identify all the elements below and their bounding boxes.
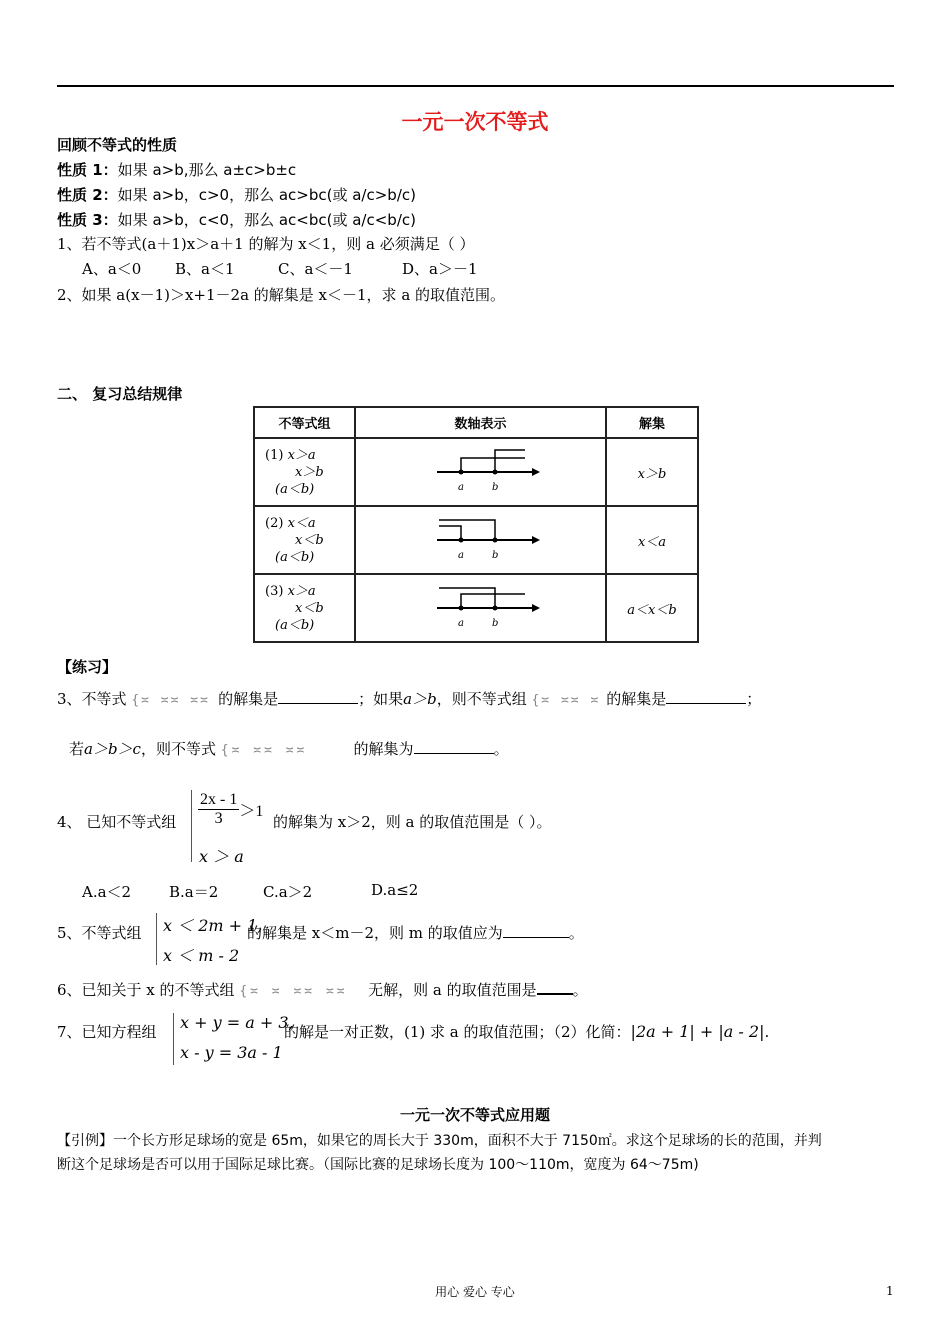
solution-cell-1: x＞b	[606, 438, 698, 506]
q5-blank	[503, 923, 569, 938]
practice-heading: 【练习】	[57, 658, 118, 676]
question-4-prefix: 4、 已知不等式组	[57, 813, 177, 831]
question-5-prefix: 5、不等式组	[57, 924, 142, 942]
question-1: 1、若不等式(a＋1)x＞a＋1 的解为 x＜1，则 a 必须满足（ ）	[57, 235, 475, 253]
q6-blank	[537, 979, 573, 995]
property-2-text: 如果 a>b，c>0，那么 ac>bc(或 a/c>b/c)	[117, 186, 416, 204]
property-3-label: 性质 3：	[57, 211, 118, 229]
number-line-1	[357, 440, 604, 500]
property-1-text: 如果 a>b,那么 a±c>b±c	[117, 161, 297, 179]
q1-option-a: A、a＜0	[82, 260, 142, 278]
q1-option-b: B、a＜1	[175, 260, 235, 278]
property-2-label: 性质 2：	[57, 186, 118, 204]
q5-line-2: x ＜ m - 2	[163, 946, 240, 965]
label-b: b	[492, 550, 499, 561]
label-b: b	[492, 618, 499, 629]
q4-line-2: x ＞ a	[199, 847, 244, 866]
number-line-3	[357, 576, 604, 636]
example-line-1: 【引例】一个长方形足球场的宽是 65m，如果它的周长大于 330m，面积不大于 7150㎡。求这个足球场的长的范围，并判	[57, 1133, 822, 1149]
page-title: 一元一次不等式	[401, 110, 549, 134]
section-2-heading: 二、 复习总结规律	[57, 385, 183, 403]
question-3: 3、不等式 {≍ ≍≍ ≍≍ 的解集是 ；如果a＞b，则不等式组 {≍ ≍≍ ≍ 的解集是 ；	[57, 690, 762, 708]
numberline-cell-3	[355, 574, 606, 642]
system-cell-1: (1) x＞a x＞b (a＜b)	[254, 438, 355, 506]
question-4-rest: 的解集为 x＞2，则 a 的取值范围是（ ）。	[273, 813, 552, 831]
system-image-3: {≍ ≍≍ ≍≍	[220, 743, 308, 758]
label-a: a	[458, 482, 464, 493]
applied-heading: 一元一次不等式应用题	[399, 1106, 550, 1124]
table-header-numberline: 数轴表示	[355, 407, 606, 438]
question-7-rest: 的解是一对正数，(1) 求 a 的取值范围；（2）化简：|2a + 1| + |a - 2|.	[284, 1022, 770, 1041]
q4-option-d: D.a≤2	[371, 881, 419, 899]
q3b-blank	[414, 739, 494, 754]
q5-brace	[156, 913, 157, 965]
property-2	[57, 184, 416, 205]
numberline-cell-2	[355, 506, 606, 574]
system-image-2: {≍ ≍≍ ≍	[531, 693, 601, 708]
property-3-text: 如果 a>b，c<0，那么 ac<bc(或 a/c<b/c)	[117, 211, 416, 229]
footer-text: 用心 爱心 专心	[435, 1285, 515, 1299]
system-image-4: {≍ ≍ ≍≍ ≍≍	[239, 984, 348, 999]
property-1-label: 性质 1：	[57, 161, 118, 179]
question-3b: 若a＞b＞c，则不等式 {≍ ≍≍ ≍≍ 的解集为 。	[69, 740, 509, 758]
q7-line-2: x - y = 3a - 1	[180, 1043, 283, 1062]
question-2: 2、如果 a(x－1)＞x+1－2a 的解集是 x＜－1，求 a 的取值范围。	[57, 286, 506, 304]
question-6: 6、已知关于 x 的不等式组 {≍ ≍ ≍≍ ≍≍ 无解，则 a 的取值范围是 。	[57, 981, 588, 999]
question-7-prefix: 7、已知方程组	[57, 1023, 157, 1041]
label-a: a	[458, 618, 464, 629]
q4-option-a: A.a＜2	[82, 883, 132, 901]
number-line-2	[357, 508, 604, 568]
q3-blank-1	[278, 689, 358, 704]
label-a: a	[458, 550, 464, 561]
rules-table	[253, 406, 699, 643]
numberline-cell-1	[355, 438, 606, 506]
solution-cell-3: a＜x＜b	[606, 574, 698, 642]
q7-line-1: x + y = a + 3,	[180, 1013, 294, 1032]
solution-cell-2: x＜a	[606, 506, 698, 574]
review-heading: 回顾不等式的性质	[57, 136, 178, 154]
q3-blank-2	[666, 689, 746, 704]
q1-option-c: C、a＜－1	[278, 260, 353, 278]
q7-expression: |2a + 1| + |a - 2|	[630, 1022, 765, 1041]
question-5-rest: 的解集是 x＜m－2，则 m 的取值应为 。	[247, 924, 584, 942]
table-row	[254, 506, 698, 574]
page-number: 1	[886, 1284, 894, 1298]
property-1	[57, 159, 296, 180]
table-row	[254, 438, 698, 506]
table-row	[254, 574, 698, 642]
q4-option-b: B.a＝2	[169, 883, 219, 901]
table-header-system: 不等式组	[254, 407, 355, 438]
system-cell-3: (3) x＞a x＜b (a＜b)	[254, 574, 355, 642]
q4-fraction: $\frac{2x - 1}{3}$ ＞1	[200, 791, 264, 827]
example-line-2: 断这个足球场是否可以用于国际足球比赛。（国际比赛的足球场长度为 100～110m，宽度为 64～75m)	[57, 1157, 699, 1173]
system-cell-2: (2) x＜a x＜b (a＜b)	[254, 506, 355, 574]
q7-brace	[173, 1013, 174, 1065]
top-rule	[57, 85, 894, 87]
q5-line-1: x ＜ 2m + 1,	[163, 916, 263, 935]
example-tag: 【引例】	[57, 1133, 113, 1149]
table-header-solution: 解集	[606, 407, 698, 438]
system-image-1: {≍ ≍≍ ≍≍	[131, 693, 210, 708]
label-b: b	[492, 482, 499, 493]
q4-option-c: C.a＞2	[263, 883, 313, 901]
property-3	[57, 209, 416, 230]
q1-option-d: D、a＞－1	[402, 260, 478, 278]
q4-brace	[191, 790, 192, 862]
